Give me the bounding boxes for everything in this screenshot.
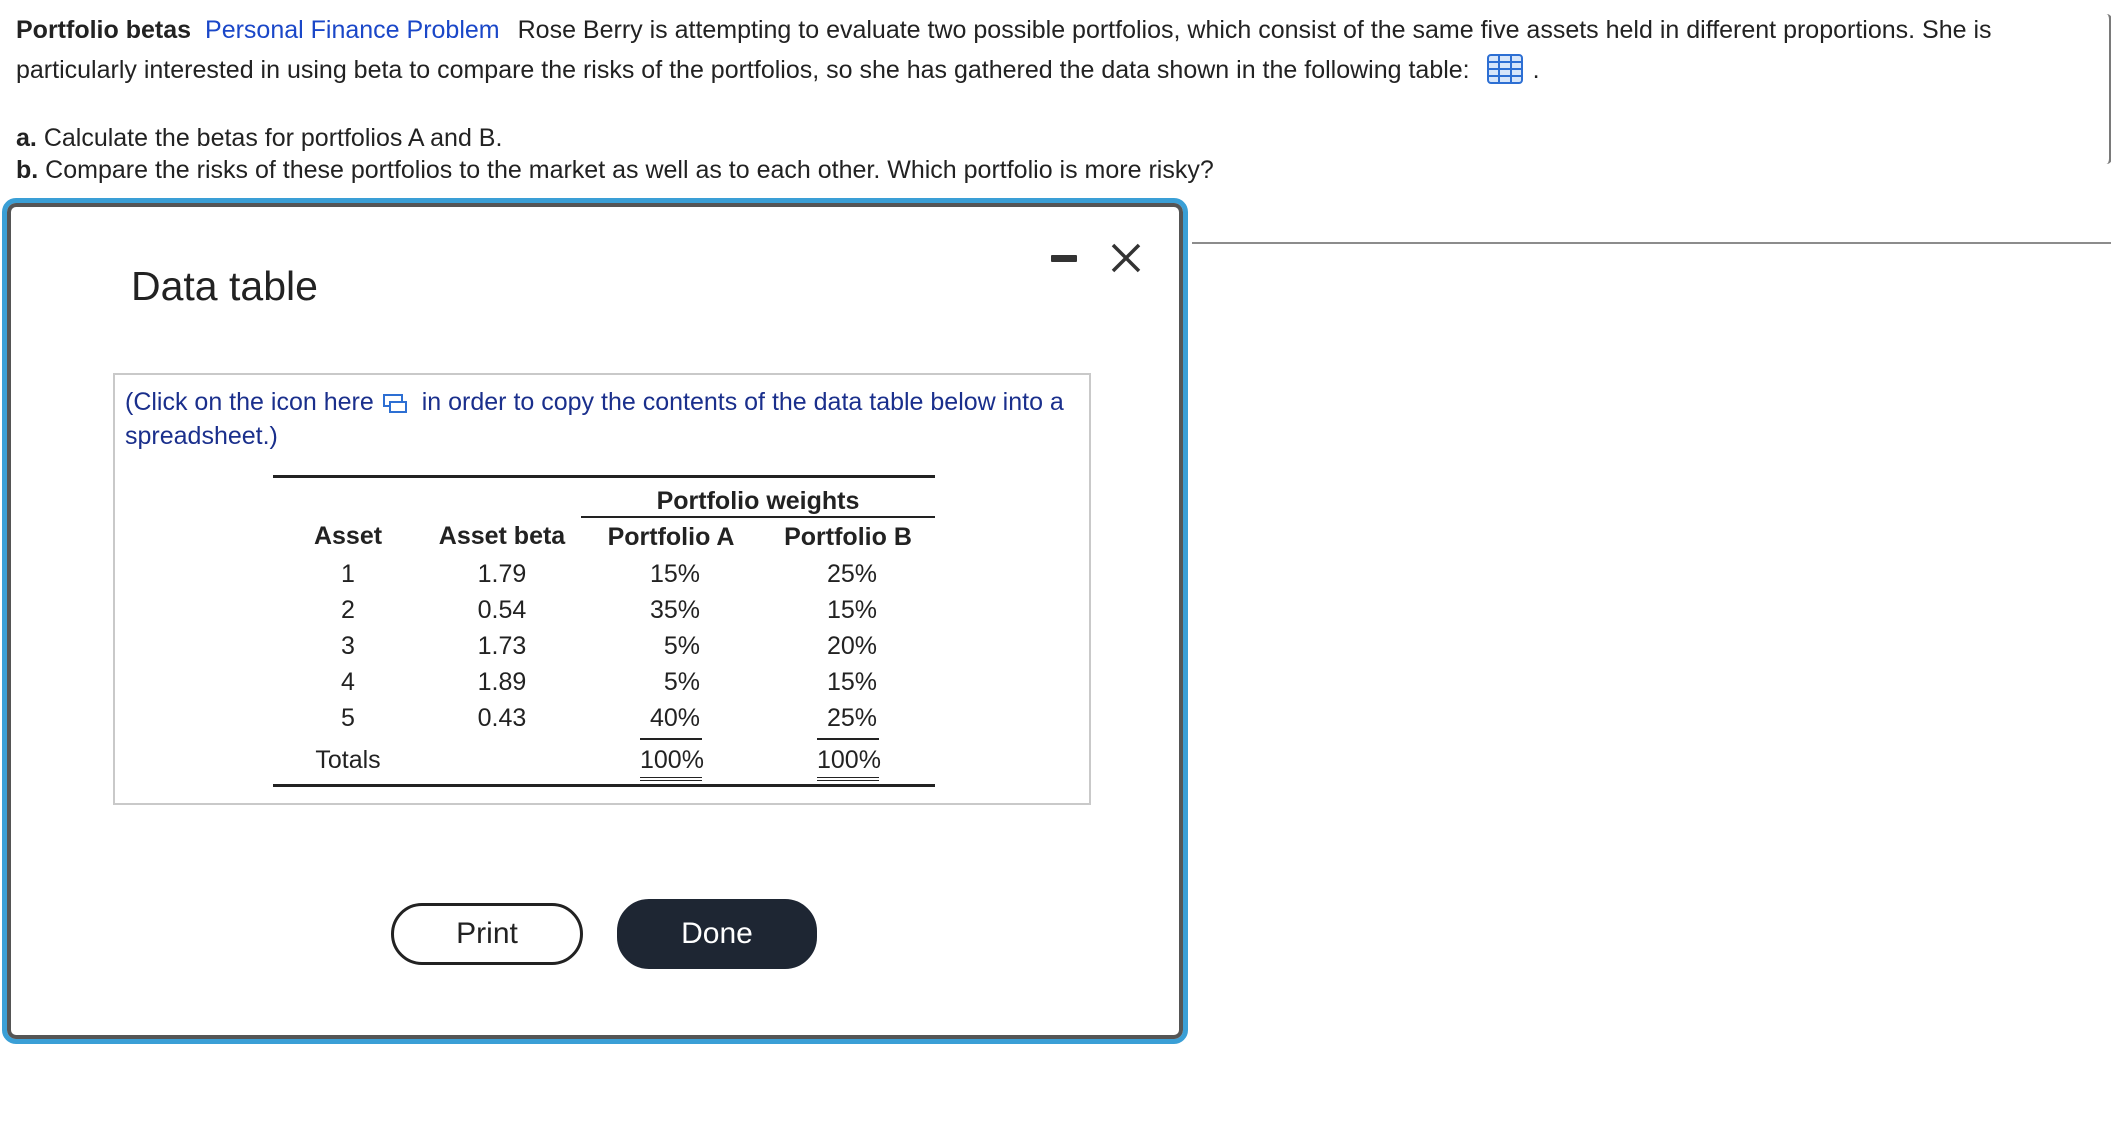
total-portfolio-b: 100%	[817, 738, 879, 775]
beta-cell: 0.43	[477, 703, 527, 732]
table-row	[273, 664, 935, 700]
data-table-panel	[113, 373, 1091, 805]
problem-statement	[16, 10, 2086, 90]
portfolio-a-cell: 5%	[663, 667, 700, 696]
question-b: b. Compare the risks of these portfolios to the market as well as to each other. Which portfolio is more risky?	[16, 156, 1214, 184]
portfolio-b-cell: 20%	[826, 631, 877, 660]
dialog-title: Data table	[131, 263, 318, 309]
table-row	[273, 556, 935, 592]
close-icon	[1109, 241, 1143, 275]
portfolio-b-cell: 15%	[826, 595, 877, 624]
portfolio-weights-header: Portfolio weights	[581, 477, 935, 518]
data-table-dialog	[2, 198, 1188, 1044]
copy-instructions: (Click on the icon here in order to copy the contents of the data table below into a spreadsheet.)	[125, 388, 1064, 450]
close-button[interactable]	[1103, 235, 1149, 281]
problem-text: Rose Berry is attempting to evaluate two possible portfolios, which consist of the same five assets held in different proportions. She is particularly interested in using beta to compare the risks of the portfolios, so she has gathered the data shown in the following table:	[16, 16, 1992, 84]
data-table	[273, 475, 935, 787]
portfolio-a-cell: 5%	[663, 631, 700, 660]
minimize-button[interactable]	[1041, 235, 1087, 281]
header-portfolio-a: Portfolio A	[607, 522, 735, 551]
asset-cell: 3	[341, 631, 355, 660]
table-row	[273, 700, 935, 736]
totals-row	[273, 736, 935, 786]
asset-cell: 5	[341, 703, 355, 732]
question-a: a. Calculate the betas for portfolios A and B.	[16, 124, 503, 152]
beta-cell: 1.89	[477, 667, 527, 696]
asset-cell: 4	[341, 667, 355, 696]
totals-label: Totals	[273, 736, 423, 786]
asset-cell: 2	[341, 595, 355, 624]
portfolio-a-cell: 15%	[649, 559, 700, 588]
header-asset-beta: Asset beta	[438, 522, 566, 550]
table-row	[273, 628, 935, 664]
problem-text-end: .	[1532, 56, 1540, 84]
questions	[16, 122, 1214, 186]
beta-cell: 1.73	[477, 631, 527, 660]
portfolio-b-cell: 25%	[826, 703, 877, 732]
problem-title: Portfolio betas	[16, 16, 192, 44]
done-button[interactable]: Done	[617, 899, 817, 969]
portfolio-b-cell: 25%	[826, 559, 877, 588]
personal-finance-link[interactable]: Personal Finance Problem	[205, 16, 500, 44]
print-button[interactable]: Print	[391, 903, 583, 965]
header-portfolio-b: Portfolio B	[784, 522, 912, 551]
minimize-icon	[1049, 252, 1079, 264]
asset-cell: 1	[341, 559, 355, 588]
header-asset: Asset	[313, 522, 383, 550]
scrollbar[interactable]	[2101, 14, 2111, 164]
table-row	[273, 592, 935, 628]
divider	[1192, 242, 2111, 244]
table-header-row	[273, 517, 935, 556]
portfolio-b-cell: 15%	[826, 667, 877, 696]
table-grid-icon[interactable]	[1487, 54, 1523, 84]
total-portfolio-a: 100%	[640, 738, 702, 775]
beta-cell: 0.54	[477, 595, 527, 624]
beta-cell: 1.79	[477, 559, 527, 588]
portfolio-a-cell: 35%	[649, 595, 700, 624]
copy-spreadsheet-icon[interactable]	[382, 389, 408, 411]
portfolio-a-cell: 40%	[649, 703, 700, 732]
table-group-header-row	[273, 477, 935, 518]
